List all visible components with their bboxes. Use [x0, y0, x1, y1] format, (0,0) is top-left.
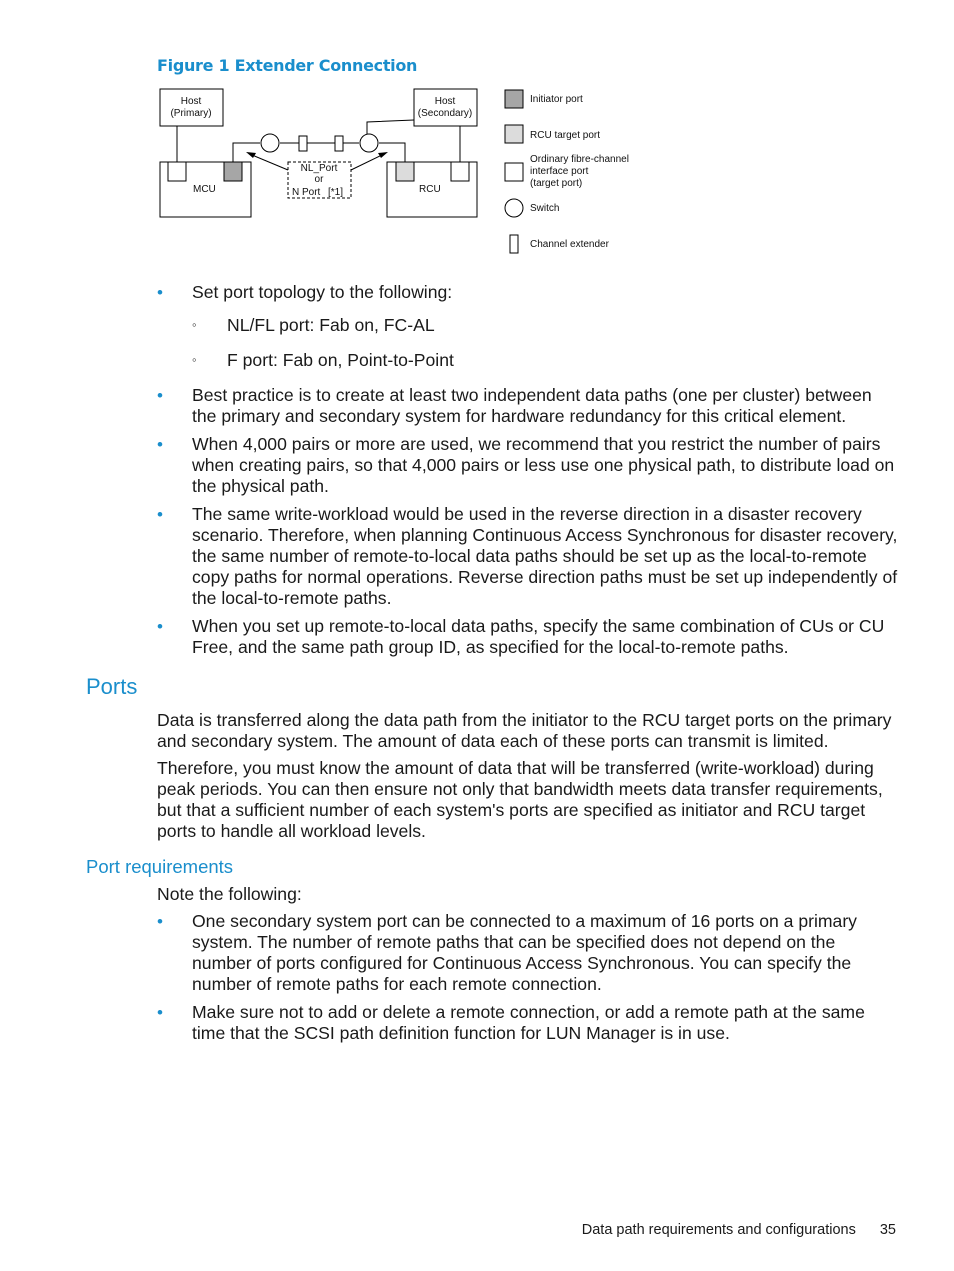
extender-left — [299, 136, 307, 151]
mcu-ordinary-port — [168, 162, 186, 181]
list-item: • One secondary system port can be connected to a maximum of 16 ports on a primary system. The number of remote paths that can be specified does not depend on the number of ports configured for Continuous Access Synchronous. You can specify the number of remote paths for each remote connection. — [157, 911, 899, 995]
host-secondary-label-line2: (Secondary) — [417, 108, 473, 119]
host-primary-label-line2: (Primary) — [170, 108, 212, 119]
legend-switch-label: Switch — [530, 203, 560, 214]
sub-list-item: ◦ F port: Fab on, Point-to-Point — [192, 350, 899, 371]
ports-paragraph-1: Data is transferred along the data path from the initiator to the RCU target ports on the primary and secondary system. The amount of data each of these ports can transmit is limited. — [157, 710, 892, 751]
document-body — [86, 282, 899, 1051]
ports-paragraph-2: Therefore, you must know the amount of data that will be transferred (write-workload) during peak periods. You can then ensure not only that bandwidth meets data transfer requirements, but that a sufficient number of each system's ports are specified as initiator and RCU target ports to handle all workload levels. — [157, 758, 883, 841]
legend-ordinary-label-1: Ordinary fibre-channel — [530, 154, 629, 165]
list-item: • When 4,000 pairs or more are used, we recommend that you restrict the number of pairs when creating pairs, so that 4,000 pairs or less use one physical path, to distribute load on the physical path. — [157, 434, 899, 497]
page-number: 35 — [879, 1222, 896, 1238]
list-item: • The same write-workload would be used in the reverse direction in a disaster recovery scenario. Therefore, when planning Continuous Access Synchronous for disaster recovery, the same number of remote-to-local data paths should be set up as the local-to-remote copy paths for normal operations. Reverse direction paths must be set up independently of the local-to-remote paths. — [157, 504, 899, 609]
list-item — [157, 282, 899, 371]
legend-initiator-swatch — [505, 90, 523, 108]
nl-port-label-4: [*1] — [328, 187, 344, 198]
figure-caption: Figure 1 Extender Connection — [157, 56, 418, 75]
nl-port-label-3: N Port — [292, 187, 321, 198]
note-text: Note the following: — [157, 884, 302, 904]
page-footer — [582, 1222, 896, 1238]
switch-left — [261, 134, 279, 152]
legend-rcu-target-label: RCU target port — [530, 130, 601, 141]
legend-initiator-label: Initiator port — [530, 94, 583, 105]
extender-connection-diagram — [150, 82, 650, 262]
port-requirements-heading: Port requirements — [86, 856, 234, 877]
sub-list-item: ◦ NL/FL port: Fab on, FC-AL — [192, 315, 899, 336]
legend-extender-label: Channel extender — [530, 239, 609, 250]
rcu-ordinary-port — [451, 162, 469, 181]
list-item: • When you set up remote-to-local data paths, specify the same combination of CUs or CU Free, and the same path group ID, as specified for the local-to-remote paths. — [157, 616, 899, 658]
extender-right — [335, 136, 343, 151]
nl-port-label-2: or — [314, 174, 324, 185]
mcu-label: MCU — [193, 184, 216, 195]
nl-port-label-1: NL_Port — [300, 163, 338, 174]
list-item-text: Set port topology to the following: — [192, 282, 453, 302]
legend-switch-icon — [505, 199, 523, 217]
list-item: • Best practice is to create at least two independent data paths (one per cluster) between the primary and secondary system for hardware redundancy for this critical element. — [157, 385, 899, 427]
list-item: • Make sure not to add or delete a remote connection, or add a remote path at the same time that the SCSI path definition function for LUN Manager is in use. — [157, 1002, 899, 1044]
legend-ordinary-label-3: (target port) — [530, 178, 583, 189]
legend-ordinary-swatch — [505, 163, 523, 181]
port-requirements-list — [157, 911, 899, 1044]
sub-bullet-list — [192, 315, 899, 371]
legend-rcu-target-swatch — [505, 125, 523, 143]
switch-right — [360, 134, 378, 152]
host-secondary-label-line1: Host — [434, 96, 456, 107]
rcu-label: RCU — [419, 184, 441, 195]
mcu-initiator-port — [224, 162, 242, 181]
footer-section-title: Data path requirements and configurations — [581, 1222, 856, 1238]
legend-extender-icon — [510, 235, 518, 253]
host-primary-label-line1: Host — [180, 96, 202, 107]
ports-heading: Ports — [86, 674, 138, 699]
legend-ordinary-label-2: interface port — [530, 166, 589, 177]
rcu-target-port — [396, 162, 414, 181]
top-bullet-list — [157, 282, 899, 658]
